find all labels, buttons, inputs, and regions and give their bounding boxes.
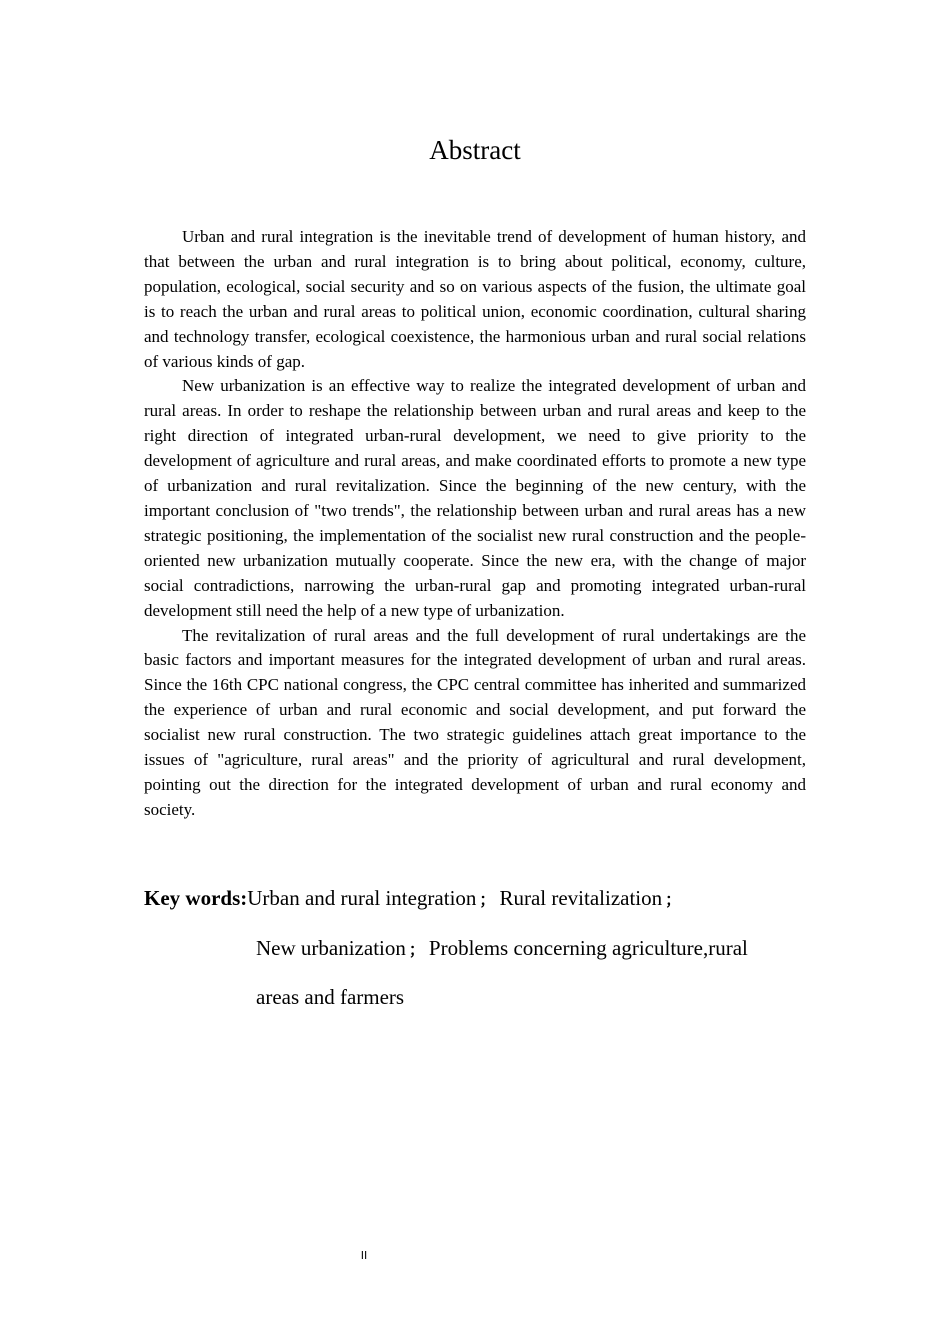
abstract-title: Abstract	[429, 135, 521, 165]
keyword: Problems concerning agriculture,rural	[428, 935, 748, 960]
abstract-body	[144, 225, 806, 823]
keywords-line	[144, 983, 824, 1033]
abstract-paragraph: Urban and rural integration is the inevitable trend of development of human history, and that between the urban and rural integration is to bring about political, economy, culture, population, ecological, social security and so on various aspects of the fusion, the ultimate goal is to reach the urban and rural areas to political union, economic coordination, cultural sharing and technology transfer, ecological coexistence, the harmonious urban and rural social relations of various kinds of gap.	[144, 227, 806, 371]
keyword: Rural revitalization	[499, 886, 663, 910]
keyword: Urban and rural integration	[247, 886, 477, 910]
keyword: New urbanization	[256, 935, 406, 960]
keywords-line	[144, 884, 824, 934]
abstract-paragraph: New urbanization is an effective way to realize the integrated development of urban and rural areas. In order to reshape the relationship between urban and rural areas and keep to the right direction of integrated urban-rural development, we need to give priority to the development of agriculture and rural areas, and make coordinated efforts to promote a new type of urbanization and rural revitalization. Since the beginning of the new century, with the important conclusion of "two trends", the relationship between urban and rural areas has a new strategic positioning, the implementation of the socialist new rural construction and the people-oriented new urbanization mutually cooperate. Since the new era, with the change of major social contradictions, narrowing the urban-rural gap and promoting integrated urban-rural development still need the help of a new type of urbanization.	[144, 376, 806, 620]
keywords-line	[144, 934, 824, 984]
keyword-separator: ；	[408, 939, 425, 959]
page-number: II	[360, 1249, 368, 1262]
keywords-label: Key words:	[144, 886, 248, 910]
keyword-separator: ；	[665, 890, 682, 909]
keyword: areas and farmers	[256, 985, 405, 1009]
keywords-block	[144, 884, 824, 1033]
keyword-separator: ；	[479, 890, 496, 909]
abstract-paragraph: The revitalization of rural areas and the full development of rural undertakings are the basic factors and important measures for the integrated development of urban and rural areas. Since the 16th CPC national congress, the CPC central committee has inherited and summarized the experience of urban and rural economic and social development, and put forward the socialist new rural construction. The two strategic guidelines attach great importance to the issues of "agriculture, rural areas" and the priority of agricultural and rural development, pointing out the direction for the integrated development of urban and rural economy and society.	[144, 625, 806, 819]
